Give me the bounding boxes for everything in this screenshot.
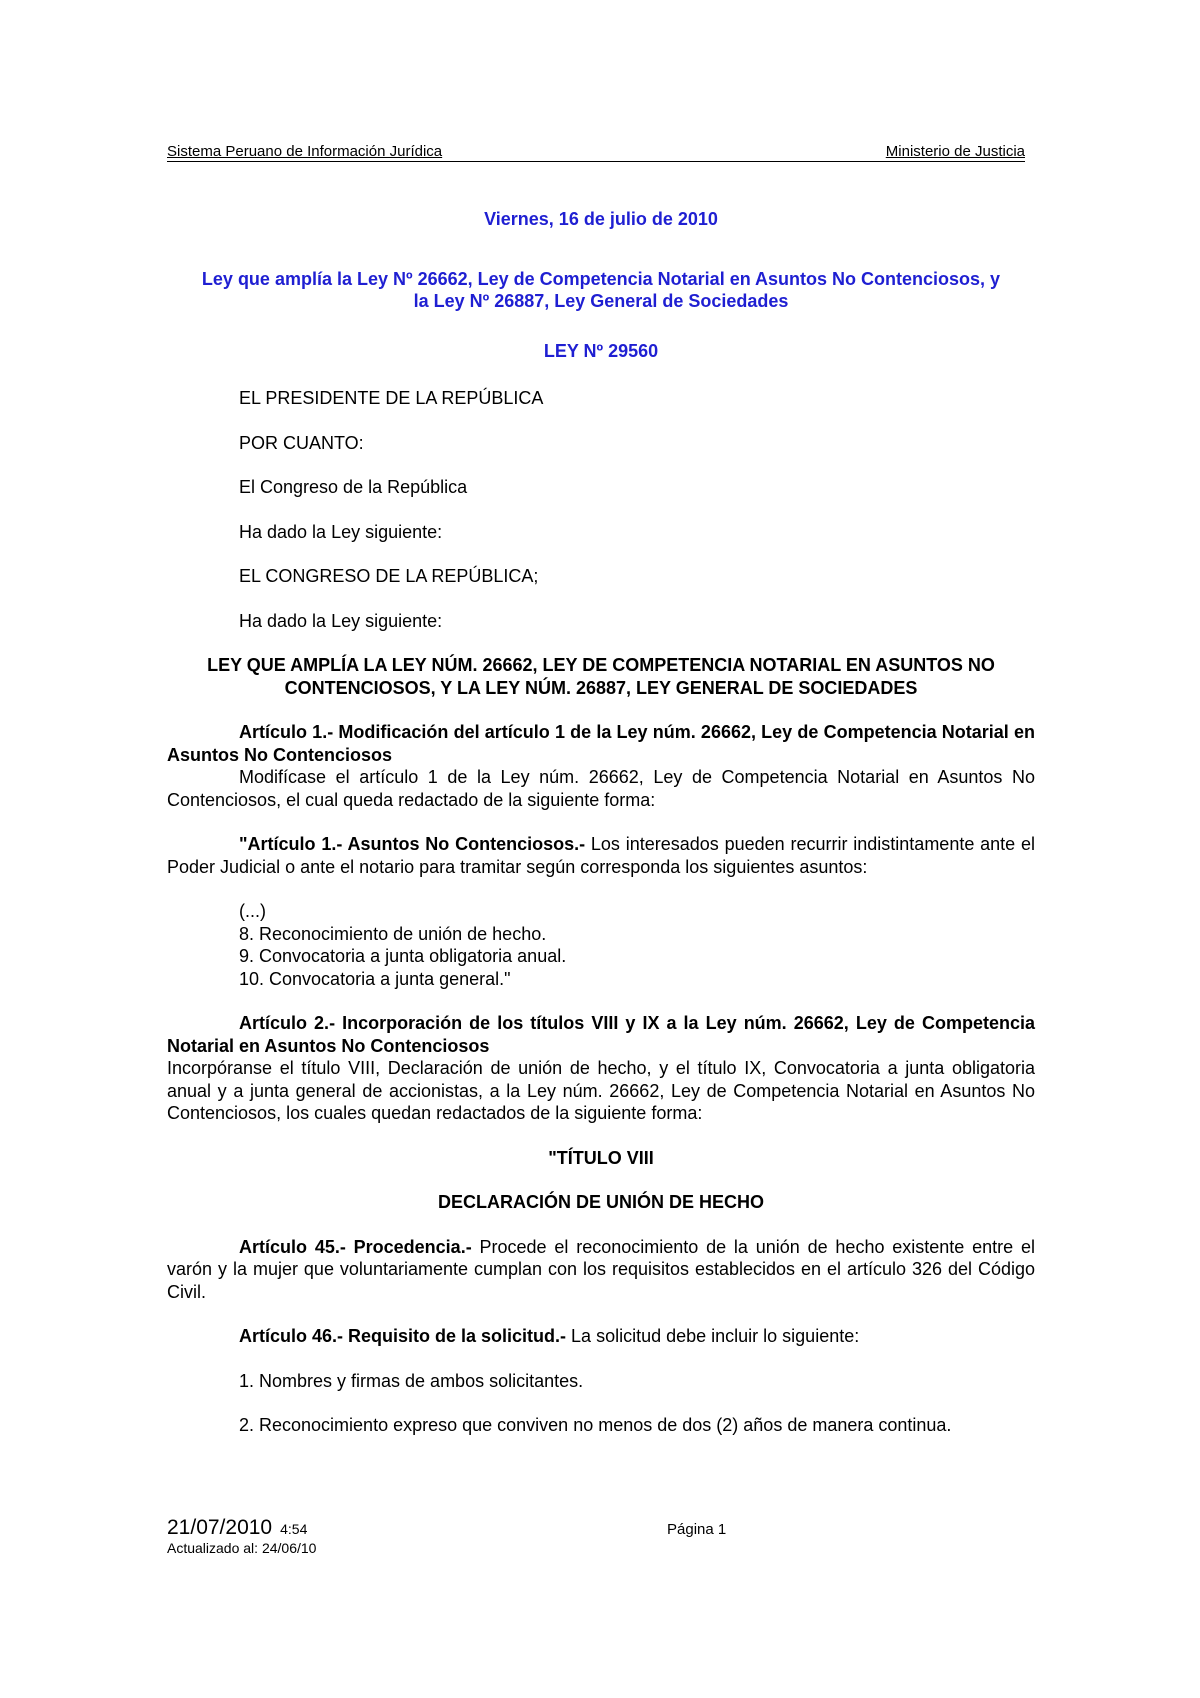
law-title-line-1: Ley que amplía la Ley Nº 26662, Ley de Competencia Notarial en Asuntos No Contenciosos, y [201, 268, 1001, 289]
quoted-article-1 [167, 833, 1035, 878]
document-body [167, 208, 1035, 1437]
declaracion-heading: DECLARACIÓN DE UNIÓN DE HECHO [437, 1192, 764, 1212]
president-line: EL PRESIDENTE DE LA REPÚBLICA [239, 388, 544, 408]
header-source: Sistema Peruano de Información Jurídica [167, 143, 443, 160]
ha-dado-line-2: Ha dado la Ley siguiente: [239, 610, 443, 631]
publication-date: Viernes, 16 de julio de 2010 [484, 209, 718, 229]
law-title [167, 268, 1035, 313]
page-footer [167, 1516, 1025, 1556]
footer-time: 4:54 [280, 1521, 308, 1537]
titulo-viii-heading: "TÍTULO VIII [548, 1147, 654, 1168]
ha-dado-line-1: Ha dado la Ley siguiente: [239, 521, 443, 542]
main-law-title-line-2: CONTENCIOSOS, Y LA LEY NÚM. 26887, LEY GENERAL DE SOCIEDADES [284, 677, 918, 698]
requirement-item-1: 1. Nombres y firmas de ambos solicitantes. [239, 1370, 584, 1391]
list-item: 8. Reconocimiento de unión de hecho. [239, 923, 547, 944]
article-45 [167, 1236, 1035, 1304]
article-1 [167, 721, 1035, 811]
article-2-body: Incorpóranse el título VIII, Declaración de unión de hecho, y el título IX, Convocatoria a junta obligatoria anual y a junta general de accionistas, a la Ley núm. 26662, Ley de Competencia Notarial en Asuntos No Contenciosos, los cuales quedan redactados de la siguiente forma: [167, 1058, 1035, 1123]
footer-date: 21/07/2010 [167, 1516, 273, 1539]
law-title-line-2: la Ley Nº 26887, Ley General de Sociedades [413, 291, 789, 311]
requirement-item-2: 2. Reconocimiento expreso que conviven no menos de dos (2) años de manera continua. [239, 1415, 952, 1435]
list-item: 9. Convocatoria a junta obligatoria anual. [239, 946, 567, 966]
article-1-heading: Artículo 1.- Modificación del artículo 1 de la Ley núm. 26662, Ley de Competencia Notarial en Asuntos No Contenciosos [167, 722, 1035, 765]
article-46 [167, 1325, 1035, 1348]
footer-timestamp [167, 1516, 1025, 1540]
page-number: Página 1 [667, 1521, 727, 1538]
list-item: (...) [239, 901, 266, 921]
por-cuanto-line: POR CUANTO: [239, 432, 364, 453]
main-law-title [167, 654, 1035, 699]
article-46-label: Artículo 46.- Requisito de la solicitud.- [239, 1326, 567, 1346]
article-1-body: Modifícase el artículo 1 de la Ley núm. 26662, Ley de Competencia Notarial en Asuntos No Contenciosos, el cual queda redactado de la siguiente forma: [167, 767, 1035, 810]
footer-updated: Actualizado al: 24/06/10 [167, 1540, 317, 1556]
quoted-article-1-label: "Artículo 1.- Asuntos No Contenciosos.- [239, 834, 586, 854]
quoted-article-1-body: Los interesados pueden recurrir indistintamente ante el Poder Judicial o ante el notario para tramitar según corresponda los siguientes asuntos: [167, 834, 1035, 877]
article-45-label: Artículo 45.- Procedencia.- [239, 1236, 472, 1257]
law-number: LEY Nº 29560 [543, 340, 659, 361]
article-2 [167, 1012, 1035, 1125]
page-header [167, 141, 1025, 162]
article-46-body: La solicitud debe incluir lo siguiente: [566, 1326, 860, 1346]
article-2-heading: Artículo 2.- Incorporación de los títulos VIII y IX a la Ley núm. 26662, Ley de Competencia Notarial en Asuntos No Contenciosos [167, 1013, 1035, 1056]
congreso-caps-line: EL CONGRESO DE LA REPÚBLICA; [239, 566, 539, 586]
article-45-body: Procede el reconocimiento de la unión de hecho existente entre el varón y la mujer que voluntariamente cumplan con los requisitos establecidos en el artículo 326 del Código Civil. [167, 1236, 1035, 1302]
header-ministry: Ministerio de Justicia [885, 143, 1025, 160]
congreso-line: El Congreso de la República [239, 477, 468, 497]
main-law-title-line-1: LEY QUE AMPLÍA LA LEY NÚM. 26662, LEY DE COMPETENCIA NOTARIAL EN ASUNTOS NO [207, 655, 995, 675]
list-item: 10. Convocatoria a junta general." [239, 968, 511, 989]
amended-list [167, 900, 1035, 990]
